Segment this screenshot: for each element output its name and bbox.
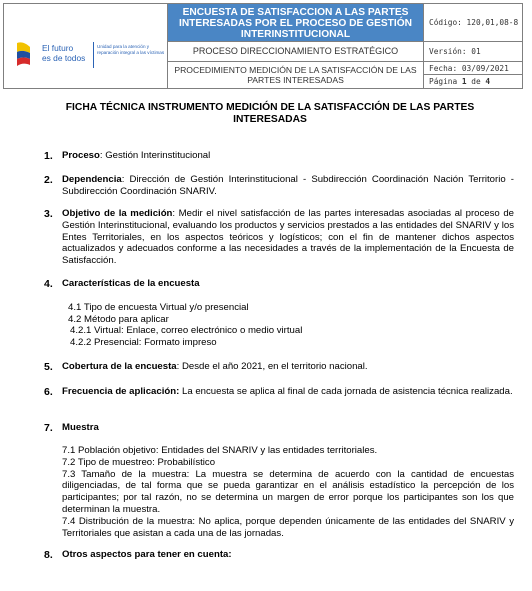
list-item: 4.1 Tipo de encuesta Virtual y/o presencial [68,302,249,313]
logo-brand [42,44,85,63]
section-number: 1. [44,150,53,162]
section-muestra: Muestra [62,422,99,433]
page-current: 1 [461,77,467,86]
logo-cell [4,4,168,88]
document-code: Código: 120,01,08-8 [424,4,522,42]
page-total: 4 [485,77,491,86]
section-dependencia: Dependencia: Dirección de Gestión Interinstitucional - Subdirección Coordinación Nación Territorio - Subdirección Coordinación SNARIV. [62,174,514,197]
list-item: 7.4 Distribución de la muestra: No aplica, porque dependen únicamente de las entidades del SNARIV y Territoriales que asistan a cada una de las jornadas. [62,515,514,539]
section-number: 6. [44,386,53,398]
section-number: 7. [44,422,53,434]
section-number: 2. [44,174,53,186]
document-header [3,3,523,89]
logo-brand-line2: es de todos [42,52,86,63]
process-name: PROCESO DIRECCIONAMIENTO ESTRATÉGICO [168,42,424,62]
procedure-name: PROCEDIMIENTO MEDICIÓN DE LA SATISFACCIÓN DE LAS PARTES INTERESADAS [168,62,424,88]
list-item: 4.2.2 Presencial: Formato impreso [70,337,217,348]
section-caracteristicas: Características de la encuesta [62,278,200,289]
section-otros-aspectos: Otros aspectos para tener en cuenta: [62,549,232,560]
logo-divider [93,42,94,68]
section-cobertura: Cobertura de la encuesta: Desde el año 2021, en el territorio nacional. [62,361,368,372]
section-objetivo: Objetivo de la medición: Medir el nivel satisfacción de las partes interesadas asociadas al proceso de Gestión Interinstitucional, evaluando los productos y servicios prestados a las entidades del SNARIV y los Entes Territoriales, en los aspectos teóricos y logísticos; con el fin de mantener dichos aspectos actualizados y adecuados conforme a las necesidades a través de la implementación de la Encuesta de Satisfacción. [62,208,514,267]
section-number: 8. [44,549,53,561]
list-item: 4.2 Método para aplicar [68,314,169,325]
section-proceso: Proceso: Gestión Interinstitucional [62,150,211,161]
list-item: 7.3 Tamaño de la muestra: La muestra se determina de acuerdo con la cantidad de encuestas diligenciadas, de tal forma que se pueda garantizar en el análisis estadístico la percepción de los participantes; por tal razón, no se determina un margen de error porque los participantes son los que determinan la muestra. [62,468,514,515]
document-date: Fecha: 03/09/2021 [424,62,522,75]
logo-brand-line1: El futuro [42,43,74,53]
list-item: 7.1 Población objetivo: Entidades del SNARIV y las entidades territoriales. [62,445,378,456]
muestra-list [62,445,514,539]
section-number: 3. [44,208,53,220]
document-version: Versión: 01 [424,42,522,62]
section-number: 5. [44,361,53,373]
document-title: FICHA TÉCNICA INSTRUMENTO MEDICIÓN DE LA SATISFACCIÓN DE LAS PARTES INTERESADAS [65,102,475,125]
list-item: 4.2.1 Virtual: Enlace, correo electrónico o medio virtual [70,325,303,336]
section-frecuencia: Frecuencia de aplicación: La encuesta se aplica al final de cada jornada de asistencia técnica realizada. [62,386,513,397]
logo-subtitle: Unidad para la atención y reparación integral a las víctimas [97,44,165,55]
colombia-flag-logo-icon [13,41,34,68]
form-title: ENCUESTA DE SATISFACCION A LAS PARTES INTERESADAS POR EL PROCESO DE GESTIÓN INTERINSTITUCIONAL [168,4,424,42]
list-item: 7.2 Tipo de muestreo: Probabilístico [62,456,216,468]
section-number: 4. [44,278,53,290]
page-indicator: Página 1 de 4 [429,77,491,86]
